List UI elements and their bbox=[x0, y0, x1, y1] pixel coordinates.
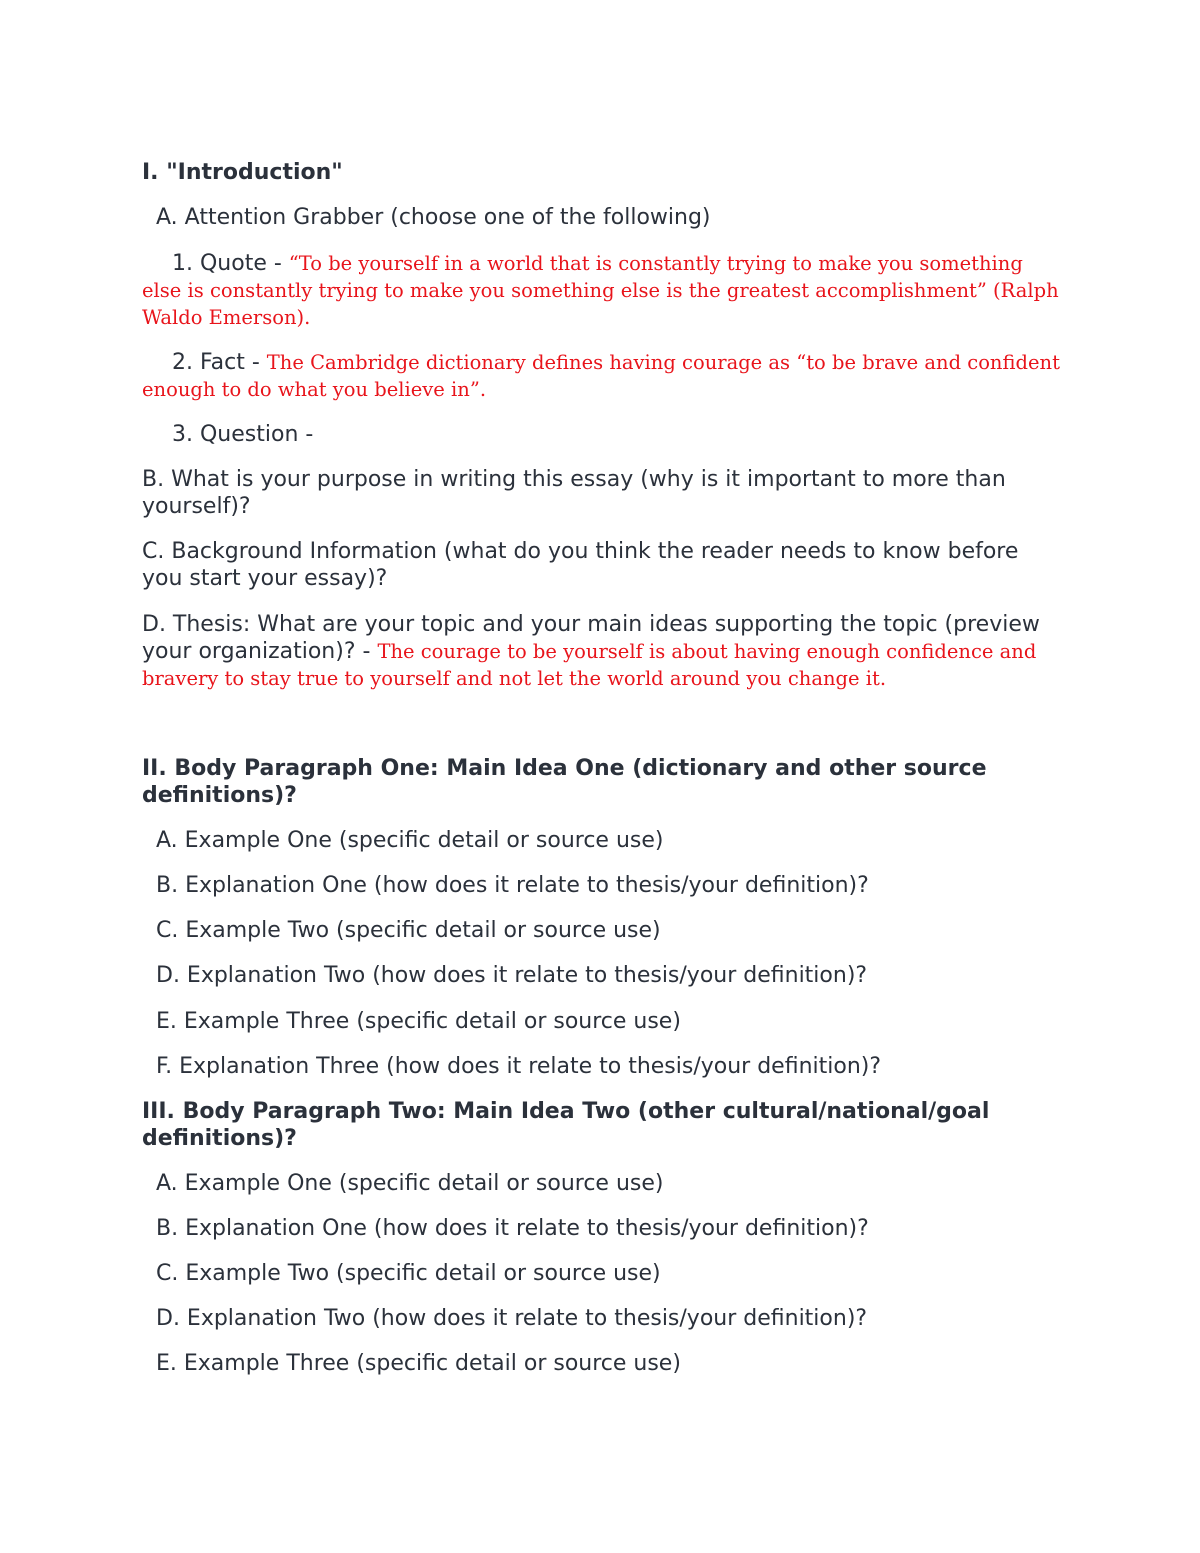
thesis-answer: The courage to be yourself is about having enough confidence and bravery to stay true to yourself and not let the world around you change it. bbox=[142, 640, 1037, 690]
body-one-item: C. Example Two (specific detail or source use) bbox=[156, 918, 661, 943]
fact-answer: The Cambridge dictionary defines having courage as “to be brave and confident enough to do what you believe in”. bbox=[142, 351, 1060, 401]
body-two-item: E. Example Three (specific detail or source use) bbox=[156, 1351, 681, 1376]
body-one-item: B. Explanation One (how does it relate to thesis/your definition)? bbox=[156, 873, 869, 898]
body-two-item: C. Example Two (specific detail or source use) bbox=[156, 1261, 661, 1286]
thesis-item bbox=[142, 611, 1062, 692]
body-two-item: A. Example One (specific detail or source use) bbox=[156, 1171, 664, 1196]
body-two-heading: III. Body Paragraph Two: Main Idea Two (other cultural/national/goal definitions)? bbox=[142, 1099, 990, 1151]
quote-label: 1. Quote - bbox=[172, 251, 282, 276]
body-one-item: D. Explanation Two (how does it relate to thesis/your definition)? bbox=[156, 963, 868, 988]
body-two-item: B. Explanation One (how does it relate to thesis/your definition)? bbox=[156, 1216, 869, 1241]
attention-grabber-item: A. Attention Grabber (choose one of the following) bbox=[156, 205, 711, 230]
fact-label: 2. Fact - bbox=[172, 350, 260, 375]
quote-answer: “To be yourself in a world that is constantly trying to make you something else is constantly trying to make you something else is the greatest accomplishment” (Ralph Waldo Emerson). bbox=[142, 252, 1059, 329]
intro-heading: I. "Introduction" bbox=[142, 160, 343, 185]
quote-item bbox=[142, 250, 1062, 331]
thesis-label: D. Thesis: What are your topic and your main ideas supporting the topic (preview your organization)? - bbox=[142, 612, 1040, 664]
background-item: C. Background Information (what do you think the reader needs to know before you start your essay)? bbox=[142, 539, 1019, 591]
purpose-item: B. What is your purpose in writing this essay (why is it important to more than yourself)? bbox=[142, 467, 1006, 519]
fact-item bbox=[142, 349, 1062, 403]
body-two-item: D. Explanation Two (how does it relate to thesis/your definition)? bbox=[156, 1306, 868, 1331]
question-item: 3. Question - bbox=[172, 422, 314, 447]
body-one-item: E. Example Three (specific detail or source use) bbox=[156, 1009, 681, 1034]
body-one-item: A. Example One (specific detail or source use) bbox=[156, 828, 664, 853]
body-one-heading: II. Body Paragraph One: Main Idea One (dictionary and other source definitions)? bbox=[142, 756, 987, 808]
body-one-item: F. Explanation Three (how does it relate to thesis/your definition)? bbox=[156, 1054, 882, 1079]
